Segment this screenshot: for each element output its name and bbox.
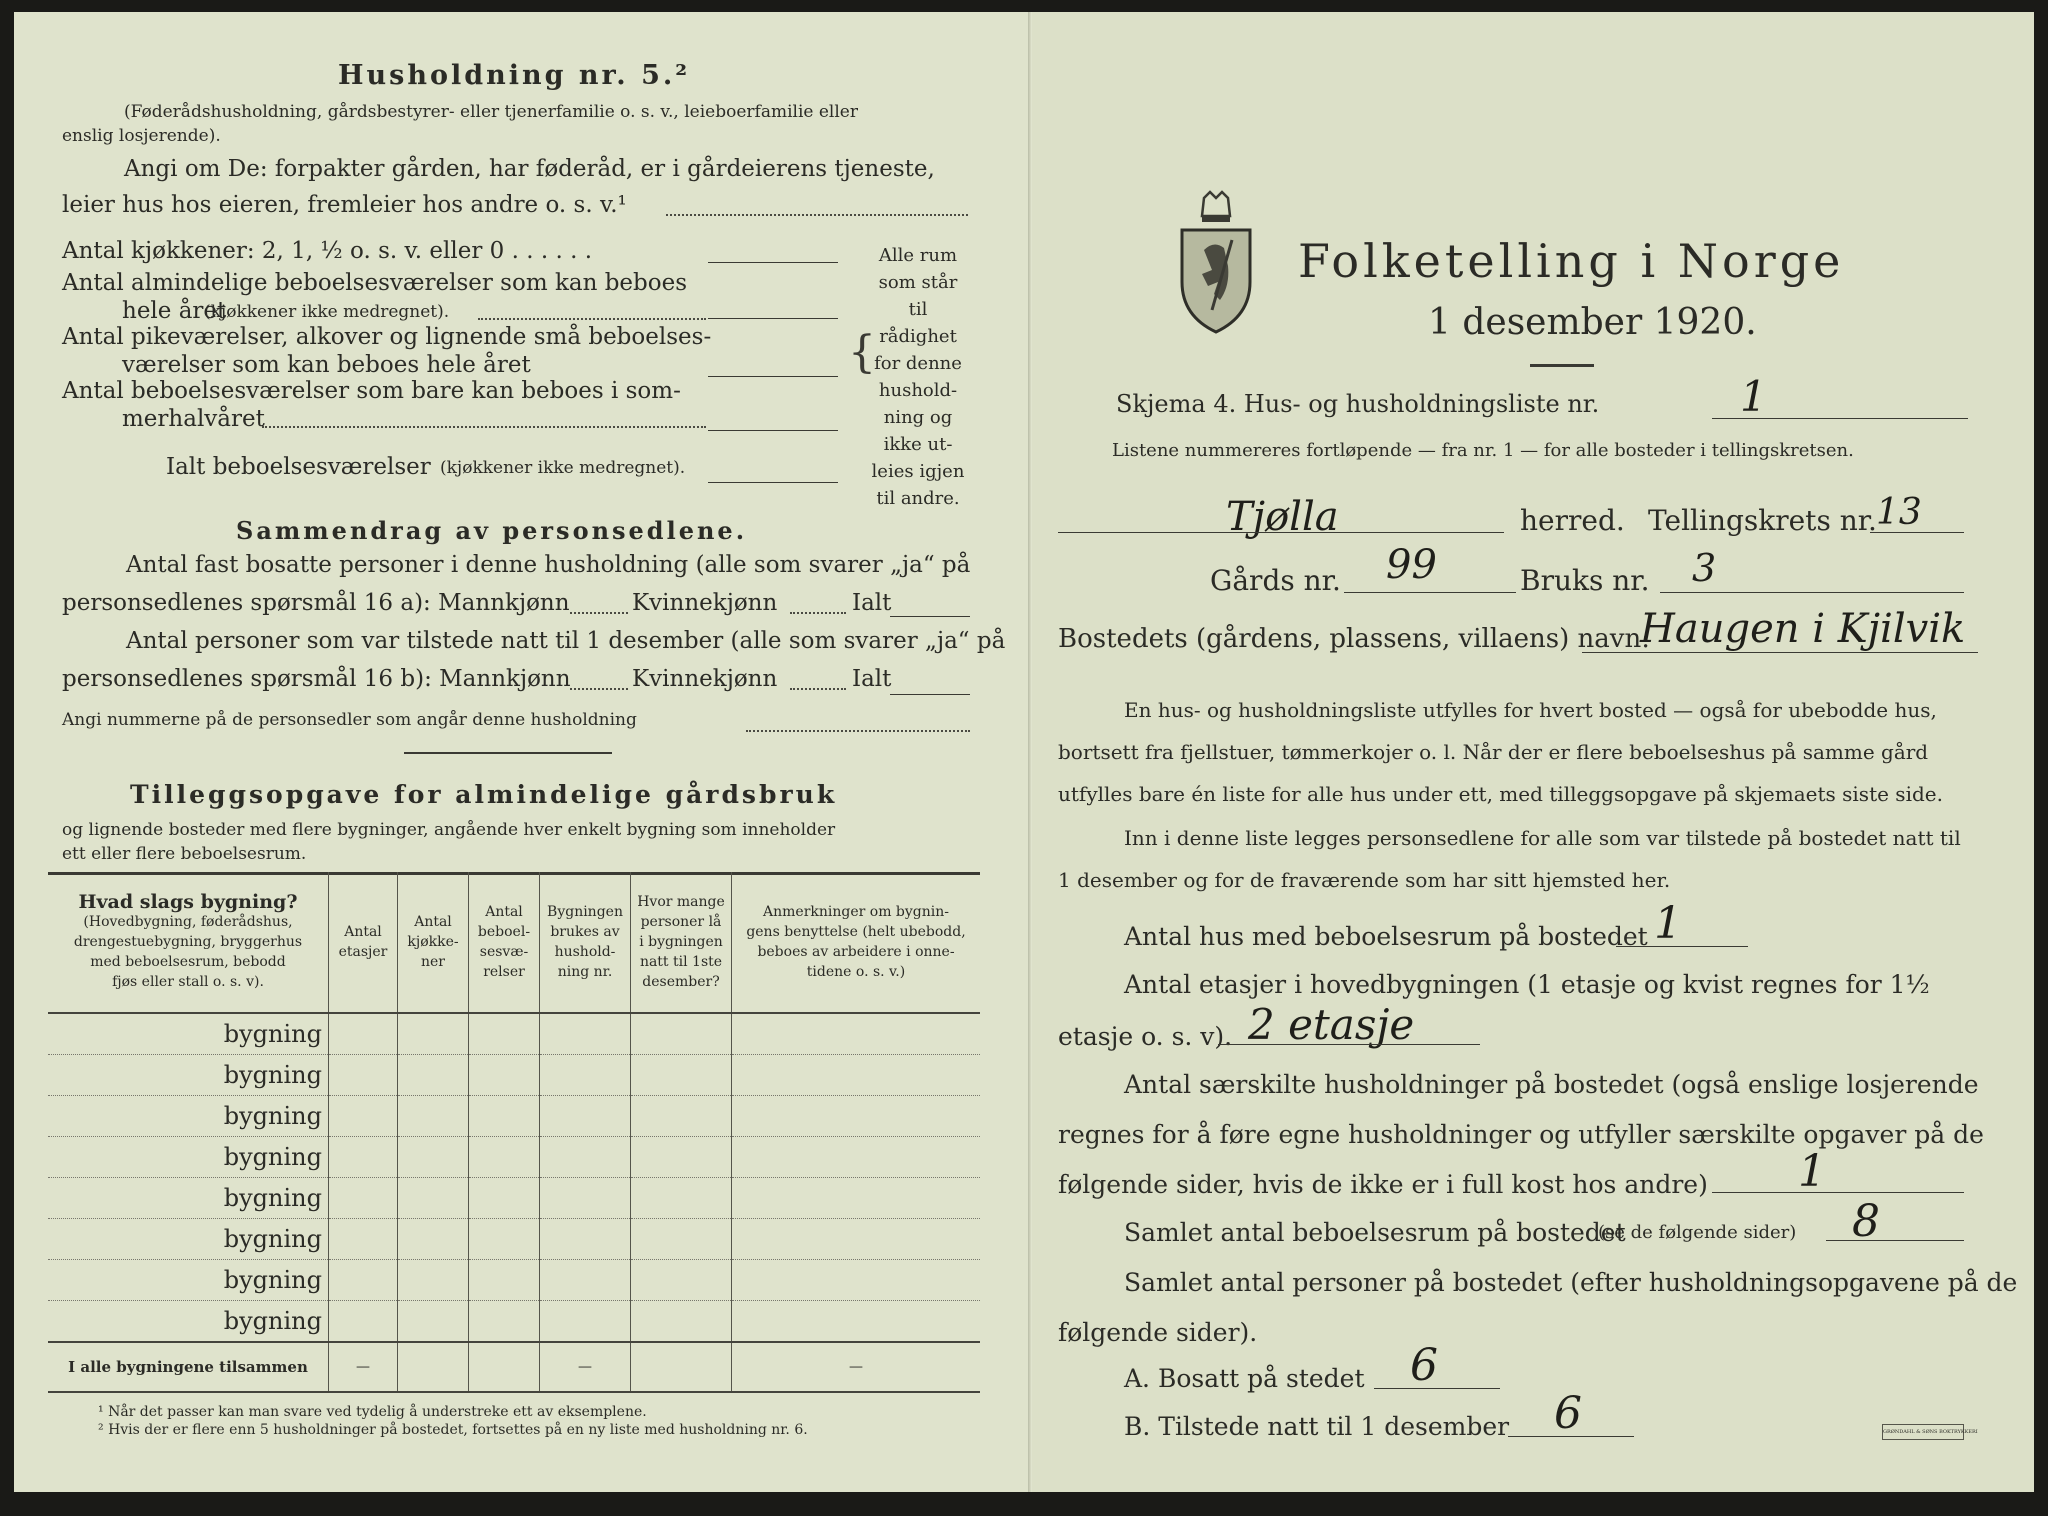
side-note-line: til andre.	[876, 488, 960, 509]
etasjer-line-2: etasje o. s. v).	[1058, 1022, 1233, 1051]
table-total-row	[48, 1342, 980, 1392]
side-note-line: som står til	[878, 272, 958, 320]
table-row	[48, 1178, 980, 1219]
cell[interactable]	[540, 1055, 631, 1096]
tillegg-text-1: og lignende bosteder med flere bygninger, angående hver enkelt bygning som inneholder	[62, 820, 836, 840]
rooms-brace: {	[848, 327, 876, 378]
etasjer-value[interactable]: 2 etasje	[1248, 1000, 1415, 1049]
pike-label-2: værelser som kan beboes hele året	[122, 352, 531, 378]
para1-line-3: utfylles bare én liste for alle hus under ett, med tilleggsopgave på skjemaets siste side.	[1058, 782, 1943, 806]
header-text: beboes av arbeidere i onne-	[757, 944, 955, 960]
cell[interactable]	[732, 1055, 981, 1096]
angi-line-2: leier hus hos eieren, fremleier hos andre o. s. v.¹	[62, 192, 627, 218]
saer-value[interactable]: 1	[1798, 1146, 1826, 1197]
cell[interactable]	[732, 1219, 981, 1260]
header-personer	[631, 872, 732, 1013]
cell[interactable]	[540, 1013, 631, 1055]
cell[interactable]	[631, 1178, 732, 1219]
cell[interactable]	[540, 1301, 631, 1343]
table-row	[48, 1219, 980, 1260]
bruks-value[interactable]: 3	[1692, 546, 1717, 590]
herred-value[interactable]: Tjølla	[1226, 494, 1339, 540]
fast-ialt-field[interactable]	[890, 616, 970, 617]
cell[interactable]	[329, 1260, 398, 1301]
row-label: bygning	[48, 1055, 329, 1096]
samlet-pers-line-1: Samlet antal personer på bostedet (efter husholdningsopgavene på de	[1124, 1268, 2018, 1297]
cell[interactable]	[398, 1055, 469, 1096]
header-text: sesvæ-	[479, 944, 529, 960]
samlet-rum-field	[1826, 1240, 1964, 1241]
tilst-ialt-label: Ialt	[852, 666, 892, 692]
side-note-line: hushold-	[878, 380, 958, 401]
kjokkener-field[interactable]	[708, 262, 838, 263]
header-text: etasjer	[338, 944, 388, 960]
tilstede-field	[1508, 1436, 1634, 1437]
cell[interactable]	[329, 1137, 398, 1178]
nummer-label: Angi nummerne på de personsedler som angår denne husholdning	[62, 710, 637, 730]
alm-label-2: hele året	[122, 298, 227, 324]
header-anmerkninger	[732, 872, 981, 1013]
alm-label-1: Antal almindelige beboelsesværelser som kan beboes	[62, 270, 688, 296]
skjema-value[interactable]: 1	[1740, 372, 1767, 421]
skjema-label: Skjema 4. Hus- og husholdningsliste nr.	[1116, 390, 1600, 418]
table-row	[48, 1055, 980, 1096]
pike-field[interactable]	[708, 376, 838, 377]
header-text: Antal	[485, 904, 523, 920]
rooms-side-note	[868, 242, 968, 512]
header-text: i bygningen	[639, 934, 723, 950]
samlet-rum-note: (se de følgende sider)	[1598, 1222, 1797, 1243]
row-label: bygning	[48, 1137, 329, 1178]
total-etasjer: —	[329, 1342, 398, 1392]
sommer-dots	[262, 426, 706, 428]
row-label: bygning	[48, 1301, 329, 1343]
krets-value[interactable]: 13	[1876, 492, 1922, 533]
row-label: bygning	[48, 1219, 329, 1260]
cell[interactable]	[398, 1178, 469, 1219]
total-husholdning: —	[540, 1342, 631, 1392]
samlet-rum-value[interactable]: 8	[1852, 1196, 1880, 1247]
bosatt-field	[1374, 1388, 1500, 1389]
tilst-kvinne-label: Kvinnekjønn	[632, 666, 778, 692]
header-text: ner	[421, 954, 445, 970]
header-text: Anmerkninger om bygnin-	[763, 904, 949, 920]
fast-kvinne-label: Kvinnekjønn	[632, 590, 778, 616]
side-note-line: Alle rum	[878, 245, 958, 266]
listene-note: Listene nummereres fortløpende — fra nr. 1 — for alle bosteder i tellingskretsen.	[1112, 440, 1854, 461]
bosted-field	[1582, 652, 1978, 653]
cell[interactable]	[469, 1301, 540, 1343]
cell[interactable]	[469, 1096, 540, 1137]
header-building-sub: drengestuebygning, bryggerhus	[73, 934, 303, 950]
header-text: kjøkke-	[407, 934, 459, 950]
side-note-line: ikke ut-	[883, 434, 953, 455]
tilst-line-2: personsedlenes spørsmål 16 b): Mannkjønn	[62, 666, 571, 692]
header-etasjer	[329, 872, 398, 1013]
header-building-sub: med beboelsesrum, bebodd	[90, 954, 286, 970]
total-cell[interactable]	[469, 1342, 540, 1392]
cell[interactable]	[732, 1260, 981, 1301]
building-table	[48, 872, 980, 1393]
gards-field	[1344, 592, 1516, 593]
samlet-pers-line-2: følgende sider).	[1058, 1318, 1258, 1347]
cell[interactable]	[732, 1178, 981, 1219]
cell[interactable]	[398, 1137, 469, 1178]
total-anmerkninger: —	[732, 1342, 981, 1392]
table-row	[48, 1096, 980, 1137]
header-building-type	[48, 872, 329, 1013]
header-building-sub: (Hovedbygning, føderådshus,	[83, 914, 293, 930]
bosatt-value[interactable]: 6	[1410, 1340, 1438, 1391]
kjokkener-label: Antal kjøkkener: 2, 1, ½ o. s. v. eller 0 . . . . . .	[62, 238, 593, 264]
side-note-line: ning og	[883, 407, 953, 428]
bruks-field	[1660, 592, 1964, 593]
cell[interactable]	[631, 1013, 732, 1055]
row-label: bygning	[48, 1260, 329, 1301]
header-text: beboel-	[477, 924, 531, 940]
ialt-rooms-field[interactable]	[708, 482, 838, 483]
tilst-line-1: Antal personer som var tilstede natt til 1 desember (alle som svarer „ja“ på	[126, 628, 1006, 654]
printer-stamp: GRØNDAHL & SØNS BOKTRYKKERI	[1882, 1424, 1964, 1440]
header-text: Antal	[344, 924, 382, 940]
header-building-title: Hvad slags bygning?	[78, 891, 298, 913]
cell[interactable]	[329, 1178, 398, 1219]
gards-label: Gårds nr.	[1210, 564, 1341, 597]
bosted-value[interactable]: Haugen i Kjilvik	[1640, 606, 1966, 652]
saer-line-1: Antal særskilte husholdninger på bostedet (også enslige losjerende	[1124, 1070, 1979, 1099]
household-subtitle-2: enslig losjerende).	[62, 126, 221, 146]
header-text: gens benyttelse (helt ubebodd,	[746, 924, 966, 940]
para1-line-2: bortsett fra fjellstuer, tømmerkojer o. l. Når der er flere beboelseshus på samme gård	[1058, 740, 1929, 764]
alm-label-note: (kjøkkener ikke medregnet).	[204, 302, 450, 322]
cell[interactable]	[329, 1219, 398, 1260]
side-note-line: leies igjen	[871, 461, 965, 482]
cell[interactable]	[329, 1301, 398, 1343]
hus-field	[1616, 946, 1748, 947]
cell[interactable]	[631, 1096, 732, 1137]
para1-line-1: En hus- og husholdningsliste utfylles for hvert bosted — også for ubebodde hus,	[1124, 698, 1937, 722]
cell[interactable]	[329, 1013, 398, 1055]
cell[interactable]	[631, 1137, 732, 1178]
krets-label: Tellingskrets nr.	[1648, 504, 1877, 537]
cell[interactable]	[469, 1013, 540, 1055]
bosted-label: Bostedets (gårdens, plassens, villaens) navn:	[1058, 624, 1650, 654]
header-kjokkener	[398, 872, 469, 1013]
table-row	[48, 1013, 980, 1055]
krets-field	[1870, 532, 1964, 533]
gards-value[interactable]: 99	[1386, 542, 1437, 588]
footnote-2: ² Hvis der er flere enn 5 husholdninger på bostedet, fortsettes på en ny liste med husholdning nr. 6.	[98, 1422, 808, 1438]
household-subtitle-1: (Føderådshusholdning, gårdsbestyrer- eller tjenerfamilie o. s. v., leieboerfamilie eller	[124, 102, 858, 122]
angi-line-1: Angi om De: forpakter gården, har føderåd, er i gårdeierens tjeneste,	[124, 156, 935, 182]
side-note-line: rådighet	[879, 326, 957, 347]
cell[interactable]	[631, 1219, 732, 1260]
cell[interactable]	[469, 1055, 540, 1096]
header-text: natt til 1ste	[639, 954, 723, 970]
cell[interactable]	[732, 1301, 981, 1343]
header-text: desember?	[642, 974, 720, 990]
saer-line-2: regnes for å føre egne husholdninger og utfyller særskilte opgaver på de	[1058, 1120, 1984, 1149]
cell[interactable]	[732, 1013, 981, 1055]
sommer-field[interactable]	[708, 430, 838, 431]
footnote-1: ¹ Når det passer kan man svare ved tydelig å understreke ett av eksemplene.	[98, 1404, 647, 1420]
etasjer-field	[1218, 1044, 1480, 1045]
header-building-sub: fjøs eller stall o. s. v).	[112, 974, 264, 990]
header-text: Hvor mange	[637, 894, 725, 910]
fast-line-2: personsedlenes spørsmål 16 a): Mannkjønn	[62, 590, 570, 616]
cell[interactable]	[329, 1055, 398, 1096]
ialt-rooms-label: Ialt beboelsesværelser	[166, 454, 431, 480]
cell[interactable]	[631, 1055, 732, 1096]
header-text: hushold-	[554, 944, 616, 960]
sommer-label-2: merhalvåret	[122, 406, 265, 432]
fast-ialt-label: Ialt	[852, 590, 892, 616]
cell[interactable]	[398, 1301, 469, 1343]
header-husholdning-nr	[540, 872, 631, 1013]
cell[interactable]	[540, 1137, 631, 1178]
herred-label: herred.	[1520, 504, 1625, 537]
cell[interactable]	[732, 1137, 981, 1178]
alm-field[interactable]	[708, 318, 838, 319]
header-text: personer lå	[640, 914, 722, 930]
saer-field	[1712, 1192, 1964, 1193]
skjema-field	[1712, 418, 1968, 419]
etasjer-line-1: Antal etasjer i hovedbygningen (1 etasje og kvist regnes for 1½	[1124, 970, 1930, 999]
para2-line-2: 1 desember og for de fraværende som har sitt hjemsted her.	[1058, 868, 1671, 892]
cell[interactable]	[631, 1260, 732, 1301]
tillegg-heading: Tilleggsopgave for almindelige gårdsbruk	[130, 780, 838, 809]
total-label: I alle bygningene tilsammen	[48, 1342, 329, 1392]
herred-field	[1058, 532, 1504, 533]
main-title: Folketelling i Norge	[1298, 234, 1845, 288]
cell[interactable]	[398, 1013, 469, 1055]
alm-dots	[478, 318, 706, 320]
hus-label: Antal hus med beboelsesrum på bostedet	[1124, 922, 1648, 951]
header-text: tidene o. s. v.)	[806, 964, 906, 980]
summary-heading: Sammendrag av personsedlene.	[236, 516, 748, 545]
fast-mann-field[interactable]	[570, 612, 628, 614]
sommer-label-1: Antal beboelsesværelser som bare kan beboes i som-	[62, 378, 681, 404]
cell[interactable]	[398, 1260, 469, 1301]
household-title: Husholdning nr. 5.²	[338, 60, 691, 91]
tilstede-label: B. Tilstede natt til 1 desember	[1124, 1412, 1510, 1441]
tilst-ialt-field[interactable]	[890, 694, 970, 695]
cell[interactable]	[540, 1178, 631, 1219]
row-label: bygning	[48, 1178, 329, 1219]
fast-kvinne-field[interactable]	[790, 612, 846, 614]
hus-value[interactable]: 1	[1654, 898, 1682, 949]
header-text: ning nr.	[557, 964, 613, 980]
cell[interactable]	[469, 1137, 540, 1178]
bruks-label: Bruks nr.	[1520, 564, 1650, 597]
table-row	[48, 1301, 980, 1343]
row-label: bygning	[48, 1013, 329, 1055]
summary-divider	[404, 752, 612, 754]
row-label: bygning	[48, 1096, 329, 1137]
cell[interactable]	[329, 1096, 398, 1137]
cell[interactable]	[631, 1301, 732, 1343]
total-cell[interactable]	[631, 1342, 732, 1392]
table-row	[48, 1260, 980, 1301]
cell[interactable]	[732, 1096, 981, 1137]
saer-line-3: følgende sider, hvis de ikke er i full kost hos andre)	[1058, 1170, 1708, 1199]
fast-line-1: Antal fast bosatte personer i denne husholdning (alle som svarer „ja“ på	[126, 552, 971, 578]
cell[interactable]	[540, 1260, 631, 1301]
cell[interactable]	[469, 1260, 540, 1301]
norway-coat-of-arms-icon	[1174, 190, 1258, 336]
cell[interactable]	[540, 1096, 631, 1137]
table-header-row	[48, 872, 980, 1013]
cell[interactable]	[469, 1219, 540, 1260]
samlet-rum-label: Samlet antal beboelsesrum på bostedet	[1124, 1218, 1626, 1247]
header-text: Bygningen	[547, 904, 623, 920]
tilst-kvinne-field[interactable]	[790, 688, 846, 690]
cell[interactable]	[469, 1178, 540, 1219]
pike-label-1: Antal pikeværelser, alkover og lignende små beboelses-	[62, 324, 712, 350]
side-note-line: for denne	[874, 353, 962, 374]
tilstede-value[interactable]: 6	[1554, 1388, 1582, 1439]
cell[interactable]	[398, 1219, 469, 1260]
ialt-rooms-note: (kjøkkener ikke medregnet).	[440, 458, 686, 478]
angi-fill-line[interactable]	[666, 214, 968, 216]
cell[interactable]	[398, 1096, 469, 1137]
header-text: relser	[483, 964, 525, 980]
header-text: Antal	[414, 914, 452, 930]
census-date: 1 desember 1920.	[1428, 302, 1757, 343]
header-beboelsesvaerelser	[469, 872, 540, 1013]
header-text: brukes av	[550, 924, 620, 940]
bosatt-label: A. Bosatt på stedet	[1124, 1364, 1365, 1393]
table-row	[48, 1137, 980, 1178]
cell[interactable]	[540, 1219, 631, 1260]
tilst-mann-field[interactable]	[570, 688, 628, 690]
nummer-field[interactable]	[746, 730, 970, 732]
para2-line-1: Inn i denne liste legges personsedlene for alle som var tilstede på bostedet natt til	[1124, 826, 1961, 850]
tillegg-text-2: ett eller flere beboelsesrum.	[62, 844, 307, 864]
title-rule	[1530, 364, 1594, 367]
total-cell[interactable]	[398, 1342, 469, 1392]
